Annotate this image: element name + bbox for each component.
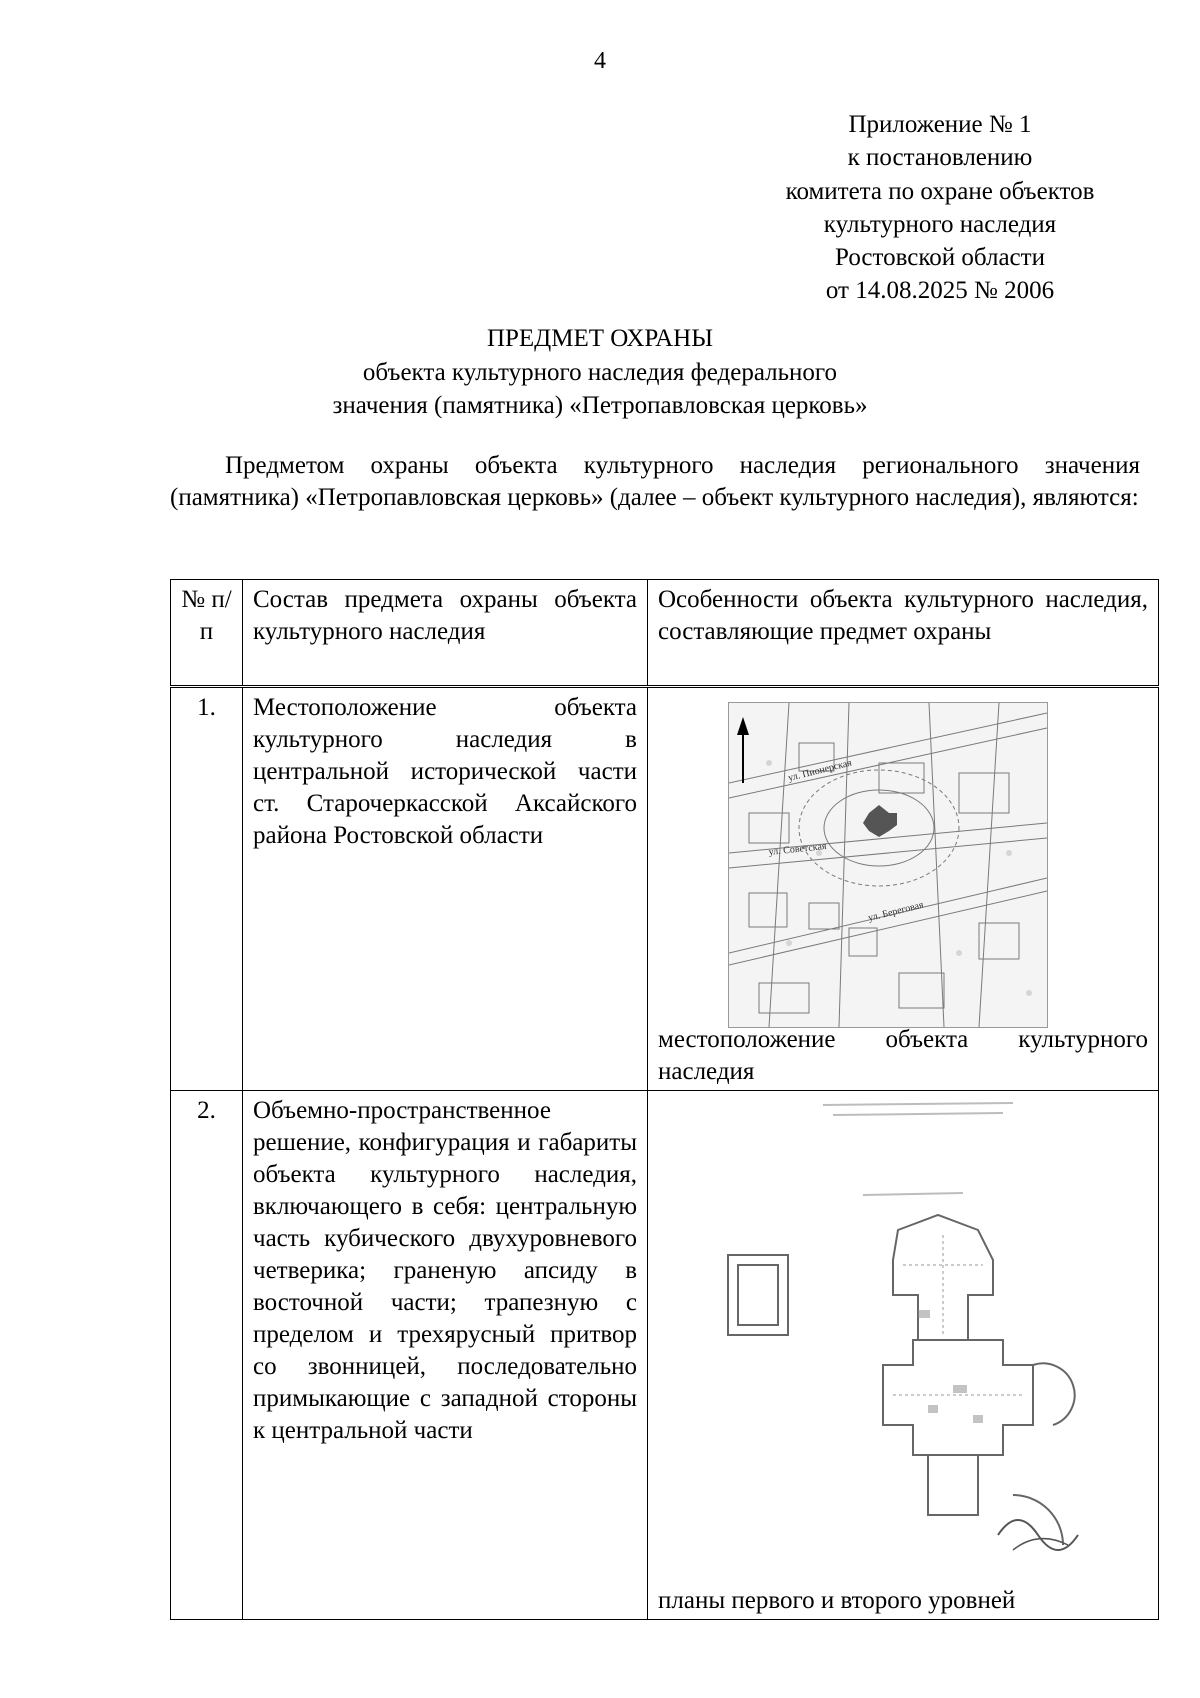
title-sub: значения (памятника) «Петропавловская церковь» <box>332 392 868 419</box>
table-row <box>171 687 1159 1091</box>
appendix-line: от 14.08.2025 № 2006 <box>825 277 1055 305</box>
document-title <box>0 322 1200 423</box>
appendix-line: Приложение № 1 <box>848 111 1032 138</box>
map-street-label: ул. Береговая <box>867 899 925 924</box>
intro-text: Предметом охраны объекта культурного наследия регионального значения (памятника) «Петропавловская церковь» (далее – объект культурного наследия), являются: <box>170 452 1140 511</box>
map-street-label: ул. Пионерская <box>787 757 853 784</box>
intro-paragraph <box>170 450 1140 514</box>
table-header-row <box>171 580 1159 687</box>
location-map-image <box>728 702 1048 1028</box>
row-features <box>648 1091 1159 1620</box>
table-row <box>171 1091 1159 1620</box>
appendix-line: культурного наследия <box>823 210 1057 238</box>
header-num: № п/п <box>171 580 243 687</box>
map-street-label: ул. Советская <box>768 840 827 858</box>
appendix-line: к постановлению <box>847 144 1033 172</box>
header-composition: Состав предмета охраны объекта культурного наследия <box>243 580 648 687</box>
floor-plan-image <box>713 1095 1093 1575</box>
row-num: 2. <box>171 1091 243 1620</box>
title-main: ПРЕДМЕТ ОХРАНЫ <box>486 325 714 352</box>
header-features: Особенности объекта культурного наследия, составляющие предмет охраны <box>648 580 1159 687</box>
appendix-line: Ростовской области <box>835 244 1045 271</box>
appendix-block <box>730 108 1150 308</box>
row-composition: Объемно-пространственное решение, конфигурация и габариты объекта культурного наследия, включающего в себя: центральную часть кубического двухуровневого четверика; граненую апсиду в восточной части; трапезную с пределом и трехярусный притвор со звонницей, последовательно примыкающие с западной стороны к центральной части <box>243 1091 648 1620</box>
row-features <box>648 687 1159 1091</box>
row-num: 1. <box>171 687 243 1091</box>
plan-caption: планы первого и второго уровней <box>658 1587 1016 1614</box>
map-caption: местоположение объекта культурного наследия <box>658 1026 1148 1085</box>
page-number: 4 <box>594 48 606 74</box>
appendix-line: комитета по охране объектов <box>785 177 1095 205</box>
row-composition: Местоположение объекта культурного наследия в центральной исторической части ст. Старочеркасской Аксайского района Ростовской области <box>243 687 648 1091</box>
protection-table <box>170 579 1159 1620</box>
title-sub: объекта культурного наследия федерального <box>362 358 838 386</box>
